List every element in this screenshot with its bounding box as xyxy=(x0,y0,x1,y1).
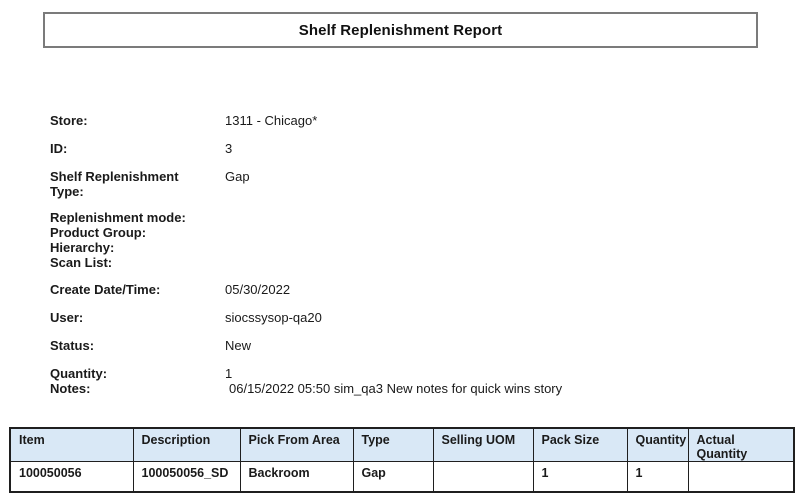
field-label-shelf-replenishment-type: Shelf Replenishment Type: xyxy=(50,169,179,199)
field-value-quantity: 1 xyxy=(225,366,233,381)
field-label-user: User: xyxy=(50,310,84,325)
field-value-create-date-time: 05/30/2022 xyxy=(225,282,291,297)
cell-type: Gap xyxy=(353,462,433,493)
field-label-replenishment-mode: Replenishment mode: xyxy=(50,210,186,225)
column-header-description: Description xyxy=(133,428,240,462)
cell-selling-uom xyxy=(433,462,533,493)
column-header-actual-quantity: Actual Quantity xyxy=(688,428,794,462)
field-label-id: ID: xyxy=(50,141,68,156)
column-header-type: Type xyxy=(353,428,433,462)
items-table xyxy=(9,427,795,493)
field-label-quantity: Quantity: xyxy=(50,366,108,381)
field-row-quantity xyxy=(50,366,750,381)
cell-pick-from-area: Backroom xyxy=(240,462,353,493)
field-value-store: 1311 - Chicago* xyxy=(225,113,318,128)
field-row-status xyxy=(50,338,750,353)
field-row-create-date-time xyxy=(50,282,750,297)
cell-quantity: 1 xyxy=(627,462,688,493)
column-header-pack-size: Pack Size xyxy=(533,428,627,462)
field-value-id: 3 xyxy=(225,141,233,156)
field-row-user xyxy=(50,310,750,325)
field-value-notes: 06/15/2022 05:50 sim_qa3 New notes for quick wins story xyxy=(229,381,563,396)
column-header-selling-uom: Selling UOM xyxy=(433,428,533,462)
report-title-box xyxy=(43,12,758,48)
field-label-scan-list: Scan List: xyxy=(50,255,113,270)
field-row-store xyxy=(50,113,750,128)
field-row-shelf-replenishment-type xyxy=(50,169,750,199)
field-row-hierarchy xyxy=(50,240,750,255)
field-label-notes: Notes: xyxy=(50,381,91,396)
report-title: Shelf Replenishment Report xyxy=(298,21,503,39)
items-table-header-row xyxy=(10,428,794,462)
field-value-user: siocssysop-qa20 xyxy=(225,310,322,325)
cell-pack-size: 1 xyxy=(533,462,627,493)
field-label-product-group: Product Group: xyxy=(50,225,147,240)
report-field-list xyxy=(50,113,750,396)
field-row-replenishment-mode xyxy=(50,210,750,225)
column-header-pick-from-area: Pick From Area xyxy=(240,428,353,462)
field-value-status: New xyxy=(225,338,252,353)
column-header-quantity: Quantity xyxy=(627,428,688,462)
cell-description: 100050056_SD xyxy=(133,462,240,493)
field-value-shelf-replenishment-type: Gap xyxy=(225,169,250,184)
field-row-notes xyxy=(50,381,750,396)
field-label-status: Status: xyxy=(50,338,95,353)
field-label-hierarchy: Hierarchy: xyxy=(50,240,115,255)
field-label-create-date-time: Create Date/Time: xyxy=(50,282,161,297)
field-row-product-group xyxy=(50,225,750,240)
cell-item: 100050056 xyxy=(10,462,133,493)
field-row-scan-list xyxy=(50,255,750,270)
items-table-row xyxy=(10,462,794,493)
field-row-id xyxy=(50,141,750,156)
column-header-item: Item xyxy=(10,428,133,462)
cell-actual-quantity xyxy=(688,462,794,493)
field-label-store: Store: xyxy=(50,113,88,128)
